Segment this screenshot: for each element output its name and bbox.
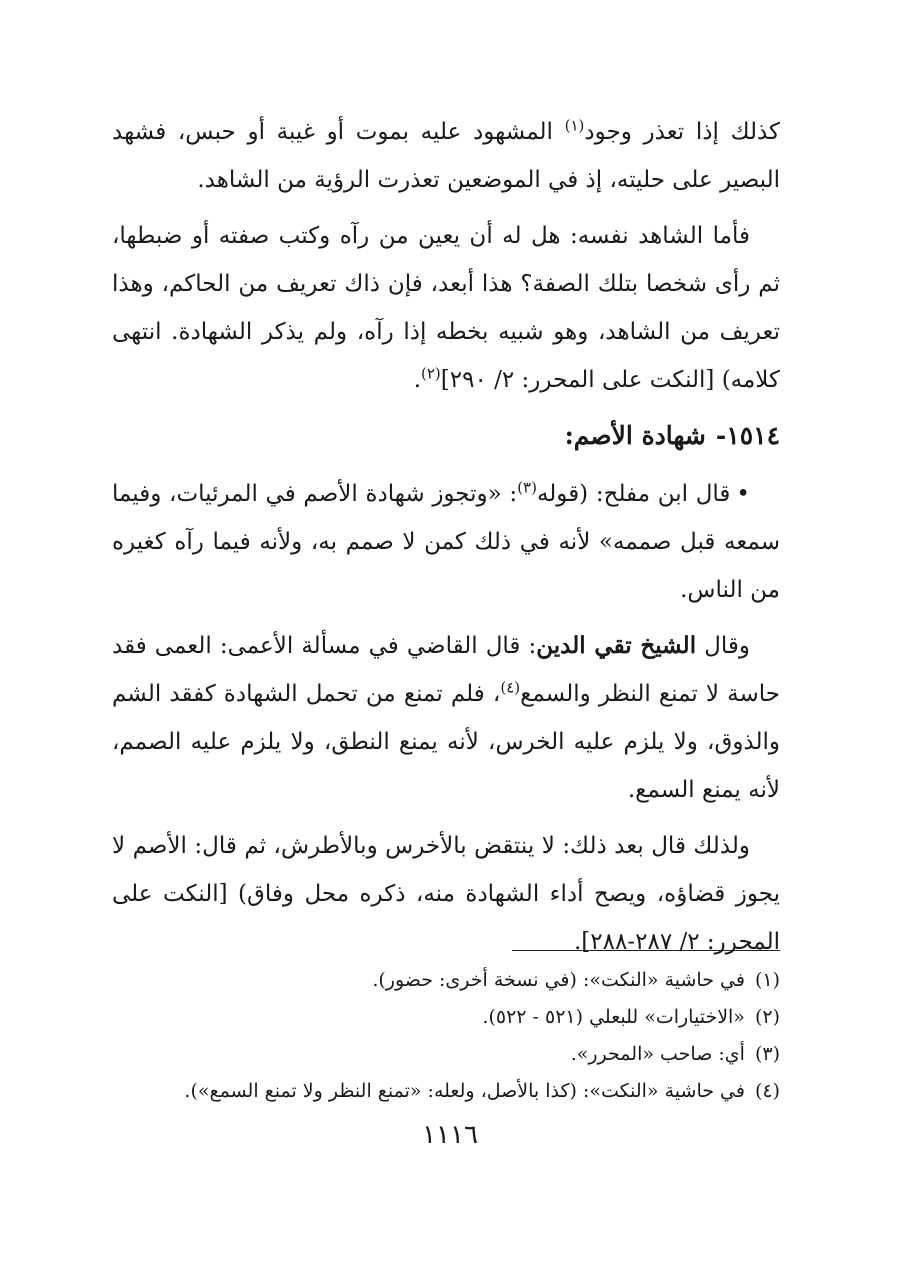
footnote-divider	[512, 950, 780, 951]
footnote-1	[112, 962, 780, 999]
paragraph-text: ، فلم تمنع من تحمل الشهادة كفقد الشم والذوق، ولا يلزم عليه الخرس، لأنه يمنع النطق، ولا يلزم عليه الصمم، لأنه يمنع السمع.	[112, 681, 780, 803]
bullet-icon: •	[736, 481, 750, 507]
footnote-2	[112, 999, 780, 1036]
footnote-ref-1: (١)	[564, 116, 585, 135]
footnote-text: في حاشية «النكت»: (كذا بالأصل، ولعله: «تمنع النظر ولا تمنع السمع»).	[184, 1080, 745, 1102]
footnote-text: أي: صاحب «المحرر».	[570, 1043, 745, 1065]
paragraph-5	[112, 822, 780, 966]
footnote-ref-2: (٢)	[421, 364, 441, 383]
bold-name: الشيخ تقي الدين	[536, 632, 697, 659]
footnote-text: «الاختيارات» للبعلي (٥٢١ - ٥٢٢).	[482, 1006, 745, 1028]
footnote-text: في حاشية «النكت»: (في نسخة أخرى: حضور).	[372, 969, 745, 991]
section-title: شهادة الأصم:	[564, 421, 706, 450]
paragraph-text: : «وتجوز شهادة الأصم في المرئيات، وفيما سمعه قبل صممه» لأنه في ذلك كمن لا صمم به، ولأنه فيما رآه كغيره من الناس.	[112, 481, 780, 603]
footnote-number: (٤)	[754, 1080, 780, 1102]
footnote-number: (٢)	[754, 1006, 780, 1028]
footnote-3	[112, 1036, 780, 1073]
paragraph-text: ولذلك قال بعد ذلك: لا ينتقض بالأخرس وبالأطرش، ثم قال: الأصم لا يجوز قضاؤه، ويصح أداء الشهادة منه، ذكره محل وفاق) [النكت على المحرر: ٢/ ٢٨٧-٢٨٨].	[112, 833, 780, 955]
footnote-4	[112, 1073, 780, 1110]
paragraph-4	[112, 622, 780, 814]
paragraph-text: فأما الشاهد نفسه: هل له أن يعين من رآه وكتب صفته أو ضبطها، ثم رأى شخصا بتلك الصفة؟ هذا أبعد، فإن ذاك تعريف من الحاكم، وهذا تعريف من الشاهد، وهو شبيه بخطه إذا رآه، ولم يذكر الشهادة. انتهى كلامه) [النكت على المحرر: ٢/ ٢٩٠]	[112, 223, 780, 393]
paragraph-text: .	[413, 367, 421, 393]
page-number: ١١١٦	[422, 1120, 478, 1150]
paragraph-text: كذلك إذا تعذر وجود	[584, 119, 780, 145]
section-heading	[112, 412, 780, 460]
footnote-number: (٣)	[754, 1043, 780, 1065]
footnote-ref-4: (٤)	[500, 678, 521, 697]
section-number: ١٥١٤-	[715, 421, 780, 450]
paragraph-2	[112, 212, 780, 404]
footnotes	[112, 962, 780, 1110]
paragraph-text: المشهود عليه بموت أو غيبة أو حبس، فشهد البصير على حليته، إذ في الموضعين تعذرت الرؤية من الشاهد.	[112, 119, 780, 193]
paragraph-1	[112, 108, 780, 204]
footnote-ref-3: (٣)	[517, 478, 537, 497]
footnote-number: (١)	[754, 969, 780, 991]
paragraph-text: قال ابن مفلح: (قوله	[536, 481, 731, 507]
main-text	[112, 108, 780, 974]
paragraph-3	[112, 470, 780, 614]
paragraph-text: وقال	[696, 633, 750, 659]
paragraph-text: : قال القاضي في مسألة الأعمى: العمى فقد حاسة لا تمنع النظر والسمع	[112, 633, 780, 707]
